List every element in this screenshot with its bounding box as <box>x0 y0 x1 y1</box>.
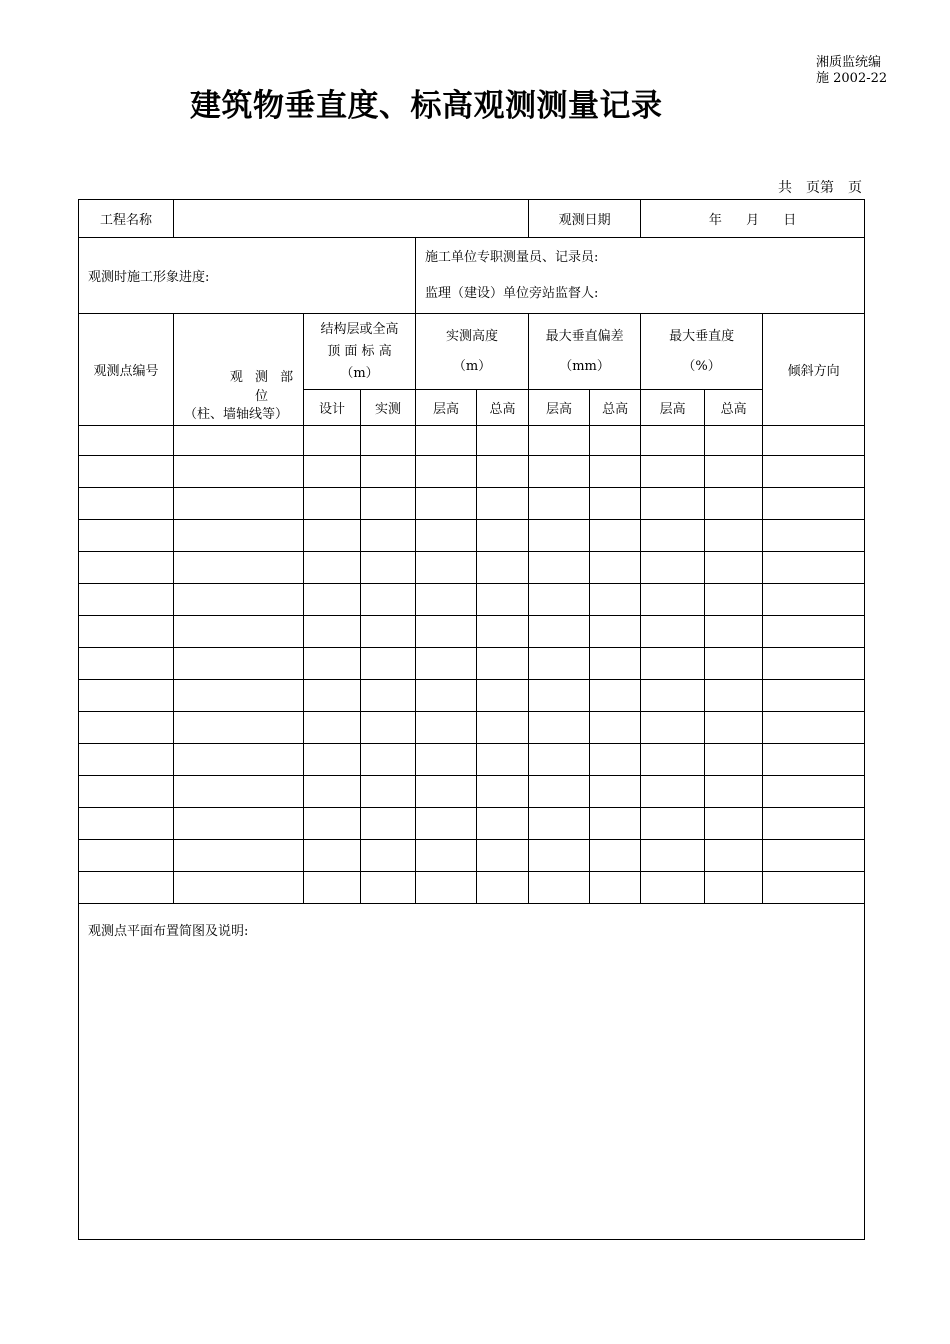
table-cell[interactable] <box>590 552 641 584</box>
table-cell[interactable] <box>641 840 705 872</box>
table-cell[interactable] <box>641 712 705 744</box>
table-cell[interactable] <box>174 426 304 456</box>
table-cell[interactable] <box>590 426 641 456</box>
table-cell[interactable] <box>174 616 304 648</box>
table-cell[interactable] <box>763 520 865 552</box>
project-name-label: 工程名称 <box>79 200 174 238</box>
col-deviation-line2: （mm） <box>559 358 610 374</box>
table-cell[interactable] <box>641 584 705 616</box>
project-row <box>79 200 865 238</box>
header-row-1 <box>79 314 865 390</box>
table-cell[interactable] <box>590 584 641 616</box>
col-verticality-floor: 层高 <box>641 390 705 426</box>
col-deviation <box>529 314 641 390</box>
table-row <box>79 426 865 456</box>
table-row <box>79 776 865 808</box>
table-cell[interactable] <box>416 648 477 680</box>
table-cell[interactable] <box>79 552 174 584</box>
table-cell[interactable] <box>477 840 529 872</box>
table-cell[interactable] <box>590 648 641 680</box>
table-cell[interactable] <box>705 520 763 552</box>
table-cell[interactable] <box>763 808 865 840</box>
table-cell[interactable] <box>79 840 174 872</box>
table-cell[interactable] <box>763 552 865 584</box>
table-cell[interactable] <box>641 648 705 680</box>
table-cell[interactable] <box>304 872 361 904</box>
col-deviation-total: 总高 <box>590 390 641 426</box>
table-cell[interactable] <box>529 872 590 904</box>
table-cell[interactable] <box>304 744 361 776</box>
table-cell[interactable] <box>304 584 361 616</box>
table-cell[interactable] <box>304 520 361 552</box>
table-cell[interactable] <box>590 616 641 648</box>
record-form <box>78 199 865 1240</box>
table-cell[interactable] <box>529 840 590 872</box>
surveyor-label: 施工单位专职测量员、记录员: <box>425 249 599 265</box>
table-cell[interactable] <box>529 712 590 744</box>
table-cell[interactable] <box>590 744 641 776</box>
table-cell[interactable] <box>416 840 477 872</box>
page-counter: 共 页第 页 <box>778 180 862 196</box>
table-cell[interactable] <box>763 712 865 744</box>
table-cell[interactable] <box>529 680 590 712</box>
table-cell[interactable] <box>174 456 304 488</box>
table-cell[interactable] <box>416 808 477 840</box>
table-cell[interactable] <box>477 808 529 840</box>
col-deviation-line1: 最大垂直偏差 <box>545 328 624 344</box>
table-cell[interactable] <box>641 808 705 840</box>
table-cell[interactable] <box>416 776 477 808</box>
table-cell[interactable] <box>304 456 361 488</box>
table-cell[interactable] <box>79 456 174 488</box>
col-height-total: 总高 <box>477 390 529 426</box>
form-code <box>816 55 887 87</box>
table-cell[interactable] <box>641 616 705 648</box>
layout-sketch-row <box>79 904 865 1240</box>
table-cell[interactable] <box>590 680 641 712</box>
table-cell[interactable] <box>705 552 763 584</box>
table-cell[interactable] <box>477 680 529 712</box>
table-cell[interactable] <box>416 616 477 648</box>
date-year: 年 <box>708 213 722 228</box>
table-cell[interactable] <box>361 616 416 648</box>
table-cell[interactable] <box>361 776 416 808</box>
table-cell[interactable] <box>174 488 304 520</box>
table-row <box>79 744 865 776</box>
table-cell[interactable] <box>705 616 763 648</box>
table-row <box>79 808 865 840</box>
table-cell[interactable] <box>641 488 705 520</box>
table-cell[interactable] <box>477 776 529 808</box>
table-cell[interactable] <box>590 872 641 904</box>
table-cell[interactable] <box>529 488 590 520</box>
table-cell[interactable] <box>361 648 416 680</box>
table-row <box>79 616 865 648</box>
col-verticality-line2: （%） <box>682 358 721 374</box>
table-cell[interactable] <box>79 616 174 648</box>
table-cell[interactable] <box>529 808 590 840</box>
table-cell[interactable] <box>763 776 865 808</box>
table-cell[interactable] <box>304 712 361 744</box>
col-location <box>174 314 304 426</box>
table-row <box>79 872 865 904</box>
table-cell[interactable] <box>79 776 174 808</box>
table-cell[interactable] <box>174 520 304 552</box>
table-cell[interactable] <box>174 872 304 904</box>
table-cell[interactable] <box>304 808 361 840</box>
table-row <box>79 584 865 616</box>
table-cell[interactable] <box>763 488 865 520</box>
table-cell[interactable] <box>529 744 590 776</box>
table-cell[interactable] <box>416 552 477 584</box>
table-cell[interactable] <box>590 776 641 808</box>
table-cell[interactable] <box>763 426 865 456</box>
table-cell[interactable] <box>705 426 763 456</box>
table-cell[interactable] <box>705 680 763 712</box>
table-row <box>79 488 865 520</box>
table-cell[interactable] <box>763 584 865 616</box>
table-cell[interactable] <box>705 488 763 520</box>
col-elevation-line2: 顶 面 标 高 <box>327 343 392 359</box>
table-row <box>79 680 865 712</box>
page-title: 建筑物垂直度、标高观测测量记录 <box>190 88 663 124</box>
table-cell[interactable] <box>416 584 477 616</box>
col-elev-design: 设计 <box>304 390 361 426</box>
table-cell[interactable] <box>79 808 174 840</box>
table-cell[interactable] <box>590 840 641 872</box>
table-cell[interactable] <box>705 776 763 808</box>
col-height-line2: （m） <box>452 358 492 374</box>
col-tilt-direction: 倾斜方向 <box>763 314 865 426</box>
col-deviation-floor: 层高 <box>529 390 590 426</box>
table-cell[interactable] <box>477 552 529 584</box>
table-cell[interactable] <box>641 680 705 712</box>
table-cell[interactable] <box>477 744 529 776</box>
table-row <box>79 456 865 488</box>
col-height-floor: 层高 <box>416 390 477 426</box>
table-cell[interactable] <box>416 680 477 712</box>
table-cell[interactable] <box>174 584 304 616</box>
table-cell[interactable] <box>641 552 705 584</box>
supervisor-label: 监理（建设）单位旁站监督人: <box>425 285 599 301</box>
table-cell[interactable] <box>641 520 705 552</box>
table-cell[interactable] <box>705 808 763 840</box>
table-cell[interactable] <box>304 552 361 584</box>
table-cell[interactable] <box>590 808 641 840</box>
table-cell[interactable] <box>361 712 416 744</box>
col-elevation <box>304 314 416 390</box>
personnel-field[interactable] <box>416 238 865 314</box>
project-name-field[interactable] <box>174 200 529 238</box>
table-cell[interactable] <box>361 426 416 456</box>
table-cell[interactable] <box>79 680 174 712</box>
table-cell[interactable] <box>477 648 529 680</box>
table-row <box>79 552 865 584</box>
table-cell[interactable] <box>304 616 361 648</box>
col-verticality-total: 总高 <box>705 390 763 426</box>
col-elevation-line3: （m） <box>340 365 379 381</box>
col-location-bottom: （柱、墙轴线等） <box>184 407 289 422</box>
table-cell[interactable] <box>361 520 416 552</box>
table-cell[interactable] <box>763 840 865 872</box>
table-cell[interactable] <box>79 488 174 520</box>
table-cell[interactable] <box>705 648 763 680</box>
table-row <box>79 520 865 552</box>
col-height <box>416 314 529 390</box>
table-cell[interactable] <box>705 840 763 872</box>
table-cell[interactable] <box>529 552 590 584</box>
table-cell[interactable] <box>529 426 590 456</box>
table-cell[interactable] <box>477 872 529 904</box>
table-cell[interactable] <box>416 744 477 776</box>
form-code-line1: 湘质监统编 <box>816 55 882 70</box>
table-cell[interactable] <box>174 680 304 712</box>
table-cell[interactable] <box>641 456 705 488</box>
table-cell[interactable] <box>477 426 529 456</box>
table-cell[interactable] <box>529 616 590 648</box>
table-cell[interactable] <box>705 744 763 776</box>
table-cell[interactable] <box>641 426 705 456</box>
date-day: 日 <box>783 213 797 228</box>
table-cell[interactable] <box>79 426 174 456</box>
progress-field[interactable] <box>79 238 416 314</box>
table-cell[interactable] <box>477 488 529 520</box>
table-cell[interactable] <box>416 712 477 744</box>
table-cell[interactable] <box>529 776 590 808</box>
table-cell[interactable] <box>361 872 416 904</box>
table-cell[interactable] <box>641 744 705 776</box>
col-location-top: 观 测 部 位 <box>229 370 298 404</box>
table-cell[interactable] <box>705 712 763 744</box>
table-cell[interactable] <box>304 776 361 808</box>
table-cell[interactable] <box>304 648 361 680</box>
table-cell[interactable] <box>705 456 763 488</box>
table-cell[interactable] <box>763 744 865 776</box>
table-cell[interactable] <box>174 776 304 808</box>
table-cell[interactable] <box>763 872 865 904</box>
table-cell[interactable] <box>361 680 416 712</box>
table-row <box>79 840 865 872</box>
table-row <box>79 648 865 680</box>
table-cell[interactable] <box>416 520 477 552</box>
table-cell[interactable] <box>174 808 304 840</box>
table-cell[interactable] <box>641 872 705 904</box>
table-cell[interactable] <box>79 648 174 680</box>
table-cell[interactable] <box>416 872 477 904</box>
table-cell[interactable] <box>477 616 529 648</box>
table-cell[interactable] <box>705 872 763 904</box>
layout-sketch-label: 观测点平面布置简图及说明: <box>88 924 249 939</box>
col-verticality <box>641 314 763 390</box>
table-cell[interactable] <box>416 488 477 520</box>
table-cell[interactable] <box>763 680 865 712</box>
table-cell[interactable] <box>590 520 641 552</box>
col-height-line1: 实测高度 <box>446 328 499 344</box>
table-cell[interactable] <box>304 840 361 872</box>
table-cell[interactable] <box>79 744 174 776</box>
col-point-no: 观测点编号 <box>79 314 174 426</box>
progress-label: 观测时施工形象进度: <box>88 270 210 285</box>
table-cell[interactable] <box>705 584 763 616</box>
table-cell[interactable] <box>304 488 361 520</box>
table-cell[interactable] <box>477 456 529 488</box>
table-cell[interactable] <box>763 616 865 648</box>
table-cell[interactable] <box>529 648 590 680</box>
form-code-line2: 施 2002-22 <box>816 71 888 86</box>
col-elev-actual: 实测 <box>361 390 416 426</box>
table-cell[interactable] <box>79 872 174 904</box>
table-cell[interactable] <box>174 648 304 680</box>
table-cell[interactable] <box>361 552 416 584</box>
table-cell[interactable] <box>590 488 641 520</box>
table-cell[interactable] <box>361 840 416 872</box>
table-cell[interactable] <box>529 520 590 552</box>
table-cell[interactable] <box>477 584 529 616</box>
table-cell[interactable] <box>361 808 416 840</box>
table-cell[interactable] <box>529 584 590 616</box>
table-cell[interactable] <box>361 488 416 520</box>
personnel-row <box>79 238 865 314</box>
table-cell[interactable] <box>361 456 416 488</box>
obs-date-field[interactable] <box>641 200 865 238</box>
table-cell[interactable] <box>79 584 174 616</box>
table-cell[interactable] <box>529 456 590 488</box>
obs-date-label: 观测日期 <box>529 200 641 238</box>
col-elevation-line1: 结构层或全高 <box>320 321 399 337</box>
table-cell[interactable] <box>174 552 304 584</box>
table-cell[interactable] <box>304 680 361 712</box>
date-month: 月 <box>746 213 760 228</box>
table-cell[interactable] <box>174 744 304 776</box>
table-cell[interactable] <box>416 426 477 456</box>
table-cell[interactable] <box>361 744 416 776</box>
table-cell[interactable] <box>641 776 705 808</box>
table-cell[interactable] <box>174 840 304 872</box>
table-row <box>79 712 865 744</box>
table-cell[interactable] <box>590 712 641 744</box>
table-cell[interactable] <box>416 456 477 488</box>
table-cell[interactable] <box>477 712 529 744</box>
table-cell[interactable] <box>763 456 865 488</box>
layout-sketch-area[interactable] <box>79 904 865 1240</box>
table-cell[interactable] <box>477 520 529 552</box>
table-cell[interactable] <box>361 584 416 616</box>
table-cell[interactable] <box>79 712 174 744</box>
table-cell[interactable] <box>590 456 641 488</box>
table-cell[interactable] <box>304 426 361 456</box>
table-cell[interactable] <box>79 520 174 552</box>
table-cell[interactable] <box>763 648 865 680</box>
table-cell[interactable] <box>174 712 304 744</box>
col-verticality-line1: 最大垂直度 <box>669 328 735 344</box>
